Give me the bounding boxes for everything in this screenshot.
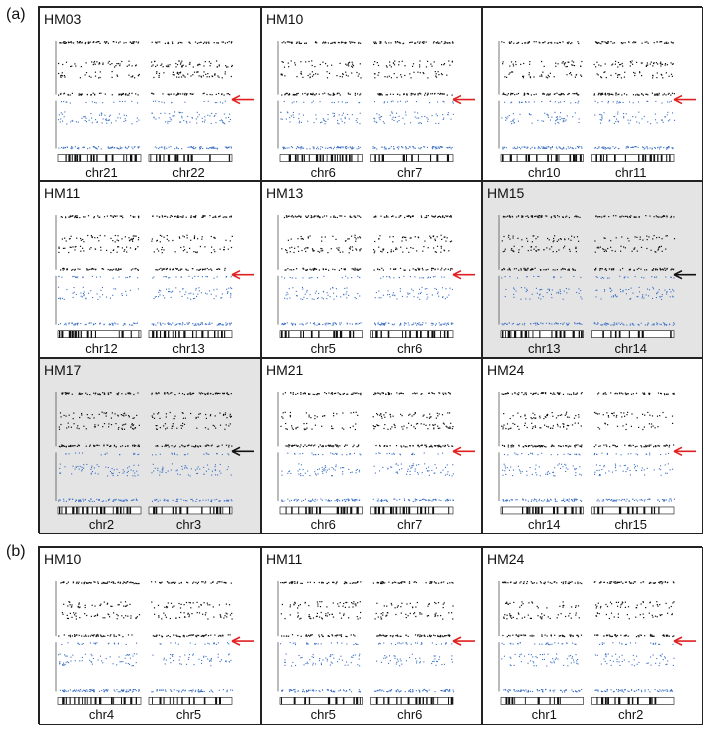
bottom-track <box>501 276 675 326</box>
section-b-label: (b) <box>6 543 26 560</box>
panel-title: HM11 <box>44 185 81 201</box>
bottom-track <box>58 642 233 692</box>
chromosome-label-left: chr14 <box>527 516 561 532</box>
chromosome-ideogram <box>280 155 453 162</box>
panel-a5 <box>261 181 482 358</box>
chromosome-label-right: chr15 <box>614 516 648 532</box>
chromosome-label-left: chr5 <box>310 707 336 723</box>
chromosome-label-left: chr21 <box>85 164 118 180</box>
top-track <box>501 215 675 271</box>
panel-b2 <box>261 547 482 725</box>
panel-tracks <box>262 548 483 726</box>
top-track <box>58 215 233 271</box>
chromosome-ideogram <box>501 331 674 338</box>
chromosome-ideogram <box>280 331 453 338</box>
marker-arrow-icon <box>674 96 696 104</box>
panel-tracks <box>262 182 483 359</box>
panel-tracks <box>262 359 483 535</box>
chromosome-label-right: chr3 <box>175 516 202 532</box>
bottom-track <box>501 642 674 692</box>
marker-arrow-icon <box>232 637 254 645</box>
panel-title: HM03 <box>44 11 82 27</box>
panel-title: HM17 <box>44 362 82 378</box>
marker-arrow-icon <box>453 96 475 104</box>
top-track <box>58 41 233 96</box>
chromosome-ideogram <box>280 507 453 514</box>
chromosome-label-right: chr6 <box>397 340 423 356</box>
top-track <box>58 581 233 637</box>
top-track <box>502 581 674 637</box>
bottom-track <box>281 276 453 326</box>
marker-arrow-icon <box>674 447 696 455</box>
chromosome-label-left: chr13 <box>527 340 561 356</box>
panel-a3 <box>482 7 703 181</box>
chromosome-label-left: chr6 <box>310 164 336 180</box>
chromosome-label-right: chr7 <box>397 516 423 532</box>
panel-title: HM15 <box>487 185 525 201</box>
panel-tracks <box>40 359 262 535</box>
panel-title: HM11 <box>266 551 303 567</box>
chromosome-label-right: chr13 <box>172 340 205 356</box>
chromosome-label-right: chr7 <box>397 164 423 180</box>
bottom-track <box>280 642 454 692</box>
panel-a6 <box>482 181 703 358</box>
panel-tracks <box>483 548 704 726</box>
panel-title: HM10 <box>44 551 82 567</box>
panel-a1 <box>39 7 261 181</box>
chromosome-ideogram <box>280 697 453 704</box>
bottom-track <box>58 276 232 326</box>
chromosome-label-left: chr5 <box>310 340 336 356</box>
bottom-track <box>501 101 675 150</box>
panel-tracks <box>40 8 262 182</box>
panel-tracks <box>483 8 704 182</box>
chromosome-ideogram <box>501 155 674 162</box>
chromosome-ideogram <box>58 155 232 162</box>
top-track <box>280 392 453 448</box>
chromosome-label-left: chr4 <box>88 707 115 723</box>
marker-arrow-icon <box>453 447 475 455</box>
panel-tracks <box>40 548 262 726</box>
section-a-grid <box>38 6 702 533</box>
marker-arrow-icon <box>453 271 475 279</box>
panel-b3 <box>482 547 703 725</box>
bottom-track <box>58 453 232 503</box>
section-b-grid <box>38 546 702 724</box>
panel-tracks <box>483 359 704 535</box>
panel-a7 <box>39 358 261 534</box>
chromosome-ideogram <box>501 697 674 704</box>
top-track <box>281 215 453 271</box>
chromosome-ideogram <box>58 507 232 514</box>
bottom-track <box>58 101 232 150</box>
top-track <box>501 41 675 96</box>
chromosome-label-right: chr5 <box>175 707 202 723</box>
chromosome-label-left: chr2 <box>88 516 115 532</box>
chromosome-label-left: chr6 <box>310 516 336 532</box>
top-track <box>59 392 233 448</box>
marker-arrow-icon <box>674 637 696 645</box>
bottom-track <box>502 453 675 503</box>
chromosome-label-right: chr2 <box>618 707 644 723</box>
panel-title: HM21 <box>266 362 304 378</box>
section-a-label: (a) <box>6 6 26 23</box>
marker-arrow-icon <box>232 96 254 104</box>
panel-title: HM24 <box>487 551 525 567</box>
chromosome-label-left: chr10 <box>527 164 561 180</box>
panel-tracks <box>40 182 262 359</box>
chromosome-ideogram <box>501 507 674 514</box>
panel-b1 <box>39 547 261 725</box>
chromosome-ideogram <box>58 331 232 338</box>
panel-title: HM13 <box>266 185 304 201</box>
marker-arrow-icon <box>674 271 696 279</box>
bottom-track <box>280 101 454 150</box>
panel-title: HM10 <box>266 11 304 27</box>
top-track <box>281 41 454 96</box>
panel-a8 <box>261 358 482 534</box>
marker-arrow-icon <box>453 637 475 645</box>
marker-arrow-icon <box>232 447 254 455</box>
panel-tracks <box>483 182 704 359</box>
chromosome-label-right: chr22 <box>172 164 205 180</box>
top-track <box>501 392 674 448</box>
chromosome-label-right: chr6 <box>397 707 423 723</box>
panel-title: HM24 <box>487 362 525 378</box>
top-track <box>280 581 453 637</box>
chromosome-label-right: chr11 <box>614 164 647 180</box>
panel-a4 <box>39 181 261 358</box>
chromosome-label-left: chr12 <box>85 340 118 356</box>
chromosome-ideogram <box>58 697 232 704</box>
panel-a9 <box>482 358 703 534</box>
panel-a2 <box>261 7 482 181</box>
chromosome-label-right: chr14 <box>614 340 648 356</box>
panel-tracks <box>262 8 483 182</box>
marker-arrow-icon <box>232 271 254 279</box>
bottom-track <box>281 452 454 502</box>
chromosome-label-left: chr1 <box>531 707 557 723</box>
